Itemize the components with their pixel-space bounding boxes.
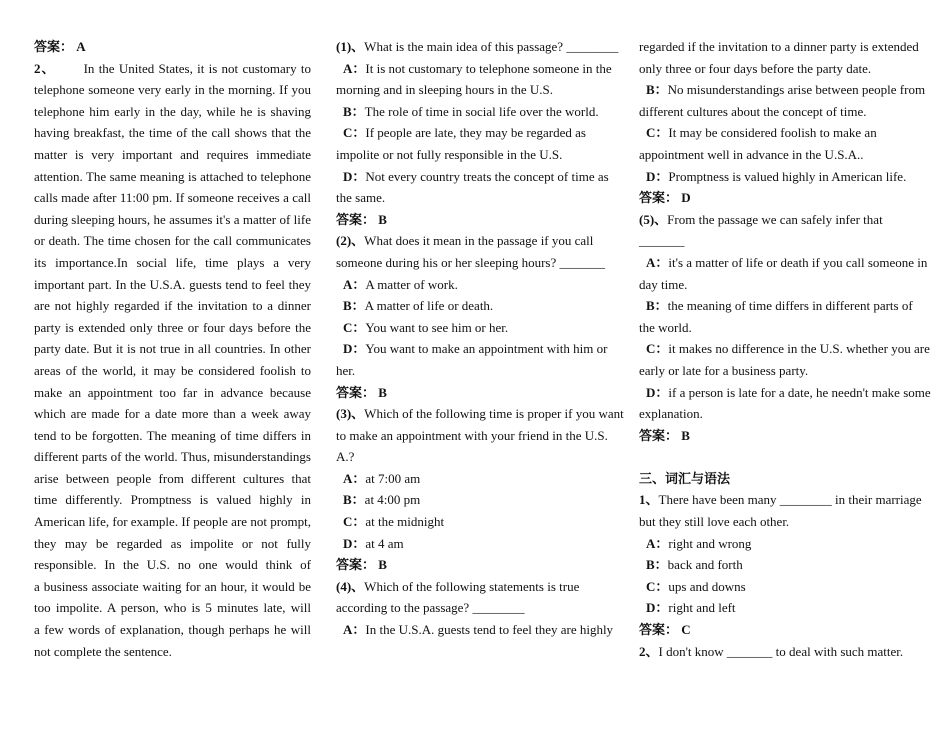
text-line — [639, 230, 921, 252]
line-text: at the midnight — [365, 514, 445, 530]
text-line — [34, 641, 311, 663]
line-text: American life, for example. If people are not prompt, — [34, 514, 311, 530]
text-line — [639, 58, 921, 80]
line-text: No misunderstandings arise between people from — [667, 82, 926, 98]
line-text: telephone him early in the day, while he is shaving — [34, 103, 311, 119]
text-line — [34, 166, 311, 188]
answer-line — [639, 425, 921, 447]
text-line — [639, 36, 921, 58]
text-line — [34, 79, 311, 101]
line-text: impolite or not fully responsible in the U.S. — [336, 146, 563, 162]
label: B： — [343, 492, 365, 508]
text-line — [639, 274, 921, 296]
line-text: important part. In the U.S.A. guests tend to feel they — [34, 276, 311, 292]
text-line — [34, 403, 311, 425]
label: 答案： B — [639, 427, 690, 443]
line-text: the world. — [639, 319, 692, 335]
option-line — [336, 122, 616, 144]
option-line — [639, 122, 921, 144]
column-middle-questions — [336, 36, 624, 641]
line-text: the same. — [336, 190, 386, 206]
text-line — [34, 209, 311, 231]
option-line — [336, 511, 616, 533]
label: B： — [646, 557, 668, 573]
line-text: The role of time in social life over the world. — [364, 103, 599, 119]
line-text: back and forth — [667, 557, 743, 573]
answer-line — [639, 619, 921, 641]
line-text: I don't know _______ to deal with such matter. — [658, 643, 904, 659]
text-line — [639, 468, 921, 490]
text-line — [336, 597, 616, 619]
text-line — [34, 425, 311, 447]
line-text: it's a matter of life or death if you call someone in — [668, 254, 928, 270]
text-line — [336, 403, 624, 425]
text-line — [34, 533, 311, 555]
label: 答案： A — [34, 39, 86, 54]
text-line — [34, 274, 311, 296]
text-line — [34, 252, 311, 274]
line-text: to make an appointment with your friend in the U.S. — [336, 427, 608, 443]
line-text: but they still love each other. — [639, 514, 790, 530]
line-text: explanation. — [639, 406, 703, 422]
text-line — [639, 360, 921, 382]
line-text: Which of the following statements is true — [364, 578, 580, 594]
answer-line — [336, 209, 616, 231]
line-text: A matter of work. — [365, 276, 458, 292]
option-line — [336, 468, 616, 490]
line-text: or death. The time chosen for the call communicates — [34, 233, 311, 249]
line-text: calls made after 11:00 pm. If someone receives a call — [34, 190, 311, 206]
option-line — [336, 489, 616, 511]
line-text: at 4:00 pm — [364, 492, 421, 508]
answer-line — [34, 36, 311, 58]
line-text: ups and downs — [668, 578, 746, 594]
line-text: her. — [336, 362, 356, 378]
line-text: its importance.In social life, time plays a very — [34, 254, 311, 270]
line-text: What is the main idea of this passage? ________ — [364, 39, 619, 54]
text-line — [34, 295, 311, 317]
line-text: right and left — [668, 600, 736, 616]
text-line — [34, 446, 311, 468]
option-line — [336, 58, 616, 80]
text-line — [336, 425, 616, 447]
text-line — [336, 230, 616, 252]
option-line — [639, 382, 931, 404]
label: D： — [646, 384, 669, 400]
option-line — [639, 554, 921, 576]
text-line — [34, 187, 311, 209]
text-line — [336, 446, 616, 468]
line-text: attention. The same meaning is attached to telephone — [34, 168, 311, 184]
line-text: In the United States, it is not customary to — [83, 60, 311, 76]
option-line — [639, 597, 921, 619]
line-text: according to the passage? ________ — [336, 600, 525, 616]
label: 1、 — [639, 492, 659, 508]
line-text: having breakfast, the time of the call shows that the — [34, 125, 311, 141]
label: A： — [646, 254, 669, 270]
text-line — [34, 576, 311, 598]
text-line — [336, 187, 616, 209]
line-text: It may be considered foolish to make an — [668, 125, 877, 141]
line-text: What does it mean in the passage if you call — [364, 233, 594, 249]
line-text: You want to make an appointment with him or — [365, 341, 608, 357]
line-text: they may be regarded as impolite or not fully — [34, 535, 311, 551]
line-text: _______ — [639, 233, 685, 249]
label: (2)、 — [336, 233, 365, 249]
line-text: if a person is late for a date, he needn't make some — [668, 384, 931, 400]
line-text: You want to see him or her. — [365, 319, 509, 335]
label: (1)、 — [336, 39, 365, 54]
option-line — [336, 101, 616, 123]
label: C： — [646, 125, 669, 141]
text-line — [34, 101, 311, 123]
text-line — [639, 489, 921, 511]
line-text: From the passage we can safely infer that — [667, 211, 883, 227]
answer-line — [336, 554, 616, 576]
text-line — [34, 468, 311, 490]
label: A： — [343, 622, 366, 638]
line-text: only three or four days before the party date. — [639, 60, 872, 76]
line-text: at 4 am — [365, 535, 404, 551]
text-line — [34, 360, 311, 382]
label: A： — [343, 60, 366, 76]
label: (4)、 — [336, 578, 365, 594]
line-text: Not every country treats the concept of time as — [365, 168, 609, 184]
line-text: too impolite. A person, who is 5 minutes late, will — [34, 600, 311, 616]
text-line — [639, 317, 921, 339]
label: 三、词汇与语法 — [639, 470, 731, 486]
line-text: someone during his or her sleeping hours? _______ — [336, 254, 605, 270]
answer-line — [336, 382, 616, 404]
option-line — [336, 166, 616, 188]
text-line — [34, 317, 311, 339]
text-line — [34, 511, 311, 533]
text-line — [34, 382, 311, 404]
option-line — [639, 252, 928, 274]
line-text: which are made for a date more than a week away — [34, 406, 311, 422]
line-text: regarded if the invitation to a dinner party is extended — [639, 39, 919, 54]
label: B： — [343, 298, 365, 314]
line-text: A.? — [336, 449, 355, 465]
line-text: at 7:00 am — [365, 470, 421, 486]
line-text: not complete the sentence. — [34, 643, 172, 659]
line-text: early or late for a business party. — [639, 362, 809, 378]
line-text: If people are late, they may be regarded as — [365, 125, 586, 141]
line-text: areas of the world, it may be considered foolish to — [34, 362, 311, 378]
text-line — [639, 101, 921, 123]
label: 答案： C — [639, 622, 691, 638]
line-text: the meaning of time differs in different parts of — [667, 298, 913, 314]
option-line — [336, 338, 616, 360]
line-text: matter is very important and requires immediate — [34, 146, 311, 162]
label: B： — [646, 298, 668, 314]
label: 2、 — [34, 60, 56, 76]
label: C： — [343, 125, 366, 141]
label: (5)、 — [639, 211, 668, 227]
label: 答案： B — [336, 211, 387, 227]
line-text: party date. But it is not true in all countries. In other — [34, 341, 311, 357]
label: 答案： D — [639, 190, 691, 206]
text-line — [639, 144, 921, 166]
line-text: it makes no difference in the U.S. whether you are — [668, 341, 930, 357]
text-line — [639, 209, 921, 231]
line-text: different cultures about the concept of time. — [639, 103, 867, 119]
label: D： — [343, 341, 366, 357]
label: 答案： B — [336, 557, 387, 573]
text-line — [34, 144, 311, 166]
option-line — [336, 533, 616, 555]
line-text: day time. — [639, 276, 688, 292]
label: D： — [343, 535, 366, 551]
column-left-passage — [34, 36, 311, 662]
option-line — [639, 295, 921, 317]
label: B： — [646, 82, 668, 98]
option-line — [336, 317, 616, 339]
text-line — [34, 338, 311, 360]
text-line — [34, 597, 311, 619]
line-text: telephone someone very early in the morning. If you — [34, 82, 311, 98]
text-line — [34, 122, 311, 144]
option-line — [639, 79, 926, 101]
line-text: are not highly regarded if the invitation to a dinner — [34, 298, 311, 314]
label: 2、 — [639, 643, 659, 659]
text-line — [639, 511, 921, 533]
line-text: morning and in sleeping hours in the U.S. — [336, 82, 554, 98]
text-line — [336, 360, 616, 382]
line-text: In the U.S.A. guests tend to feel they are highly — [365, 622, 614, 638]
option-line — [639, 533, 921, 555]
text-line — [34, 489, 311, 511]
line-text: There have been many ________ in their marriage — [658, 492, 922, 508]
option-line — [639, 576, 921, 598]
line-text: a business associate waiting for an hour, it would be — [34, 578, 311, 594]
line-text: party is extended only three or four days before the — [34, 319, 311, 335]
text-line — [336, 252, 616, 274]
label: C： — [343, 514, 366, 530]
label: C： — [343, 319, 366, 335]
text-line — [336, 79, 616, 101]
label: D： — [646, 600, 669, 616]
answer-line — [639, 187, 921, 209]
line-text: appointment well in advance in the U.S.A.. — [639, 146, 864, 162]
column-right-questions — [639, 36, 931, 662]
line-text: A matter of life or death. — [364, 298, 494, 314]
text-line — [639, 641, 921, 663]
label: C： — [646, 341, 669, 357]
line-text: right and wrong — [668, 535, 752, 551]
label: A： — [343, 276, 366, 292]
option-line — [336, 295, 616, 317]
line-text: different parts of the world. Thus, misunderstandings — [34, 449, 311, 465]
label: D： — [646, 168, 669, 184]
line-text: It is not customary to telephone someone in the — [365, 60, 612, 76]
text-line — [34, 554, 311, 576]
text-line — [34, 58, 311, 80]
line-text: make an appointment too far in advance because — [34, 384, 311, 400]
line-text: Which of the following time is proper if you want — [364, 406, 624, 422]
text-line — [336, 576, 616, 598]
option-line — [639, 166, 921, 188]
option-line — [336, 274, 616, 296]
label: 答案： B — [336, 384, 387, 400]
text-line — [639, 403, 921, 425]
text-line — [336, 144, 616, 166]
option-line — [336, 619, 616, 641]
label: C： — [646, 578, 669, 594]
label: A： — [343, 470, 366, 486]
text-line — [34, 230, 311, 252]
text-line — [639, 446, 921, 468]
line-text: responsible. In the U.S. no one would think of — [34, 557, 311, 573]
line-text: a few words of explanation, though perhaps he will — [34, 622, 311, 638]
line-text: Promptness is valued highly in American life. — [668, 168, 907, 184]
line-text: tend to be forgotten. The meaning of time differs in — [34, 427, 311, 443]
label: D： — [343, 168, 366, 184]
text-line — [34, 619, 311, 641]
option-line — [639, 338, 930, 360]
line-text: arise between people from different cultures that — [34, 470, 311, 486]
text-line — [336, 36, 619, 58]
label: A： — [646, 535, 669, 551]
line-text: during sleeping hours, he assumes it's a matter of life — [34, 211, 311, 227]
label: (3)、 — [336, 406, 365, 422]
line-text: time differently. Promptness is valued highly in — [34, 492, 311, 508]
label: B： — [343, 103, 365, 119]
